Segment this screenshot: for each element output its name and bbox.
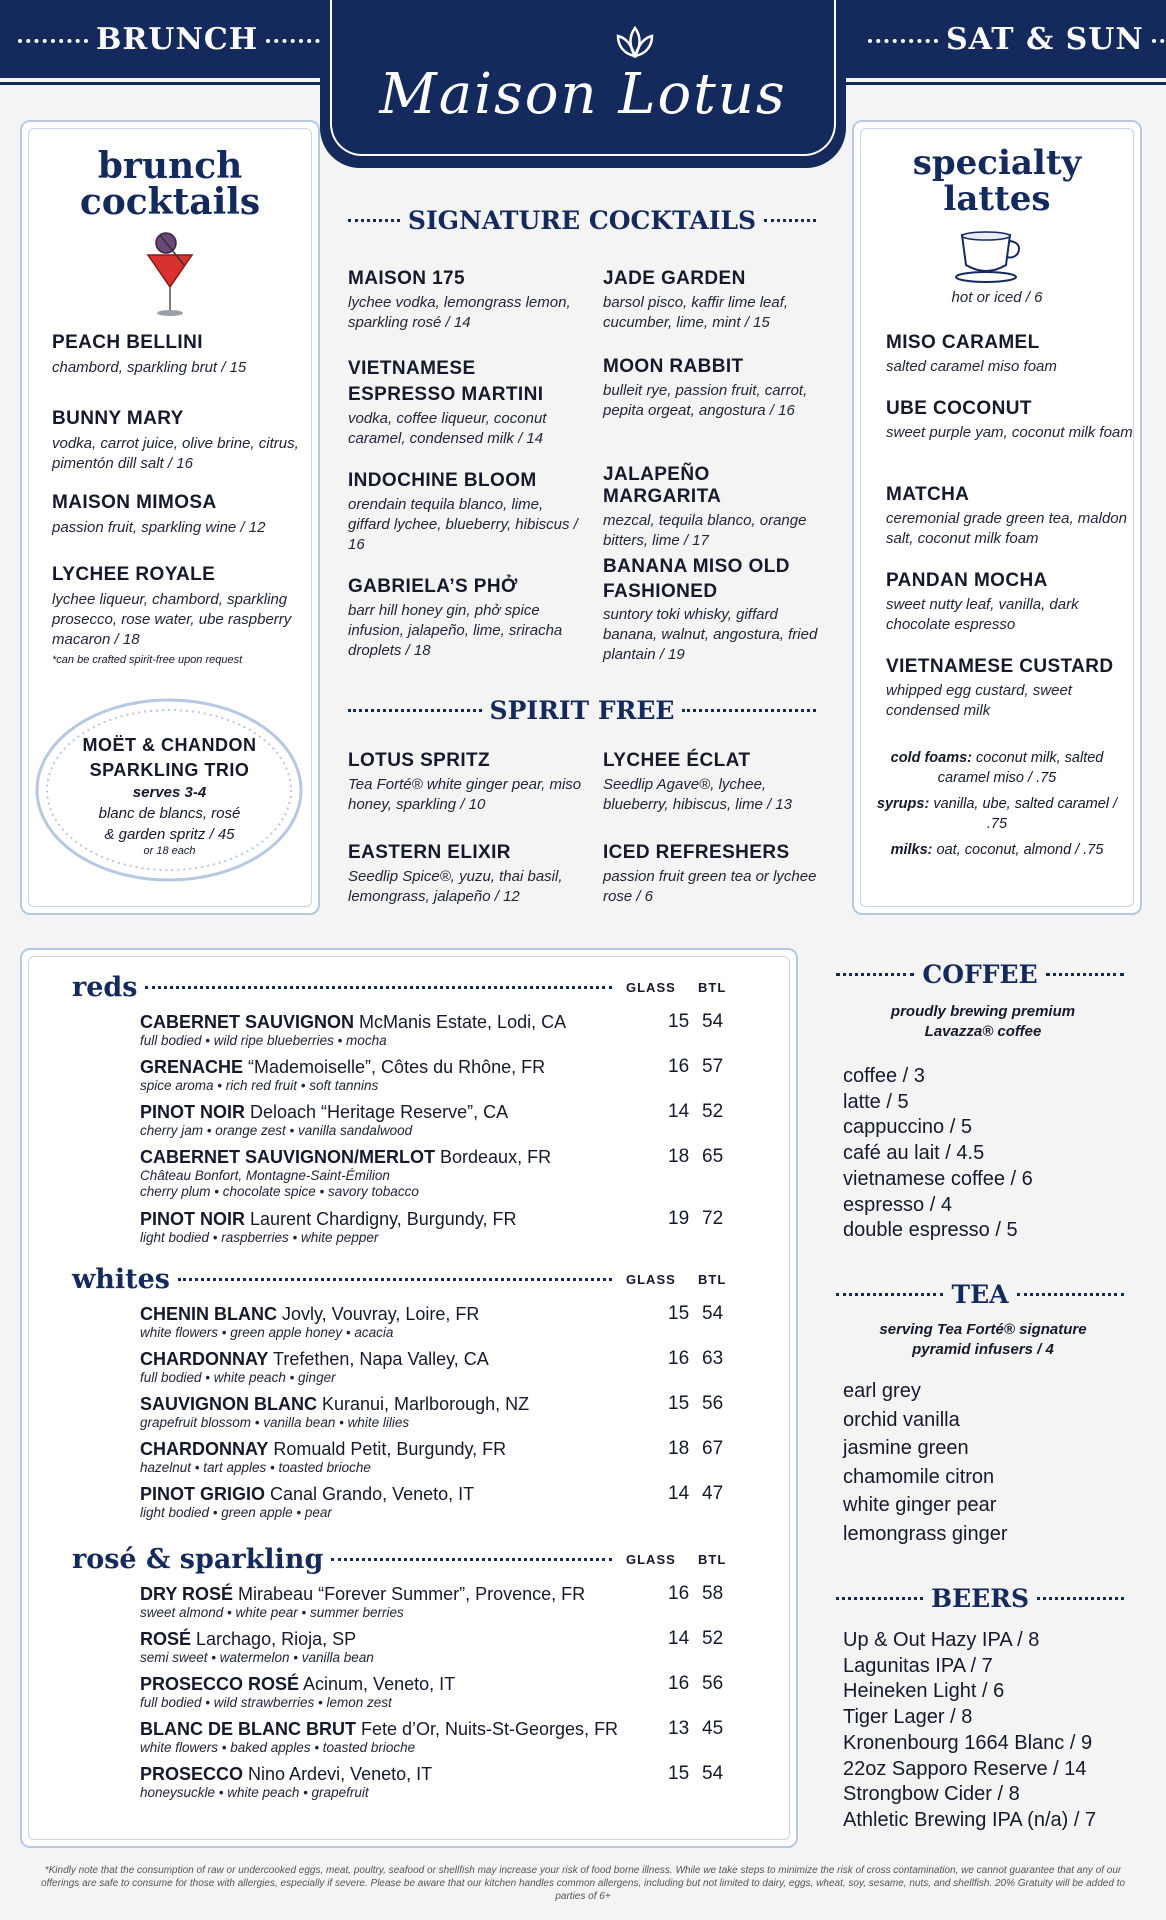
spirit-free-item: LOTUS SPRITZ Tea Forté® white ginger pear, miso honey, sparkling / 10 (348, 750, 582, 813)
signature-item: JADE GARDEN barsol pisco, kaffir lime leaf, cucumber, lime, mint / 15 (603, 268, 789, 331)
beer-item: Strongbow Cider / 8 (843, 1783, 1020, 1806)
bottle-price: 57 (702, 1056, 724, 1077)
glass-column-header: GLASS (626, 1272, 676, 1287)
bottle-price: 63 (702, 1348, 724, 1369)
brunch-item: LYCHEE ROYALE lychee liqueur, chambord, sparkling prosecco, rose water, ube raspberry macaron / 18 (52, 564, 292, 648)
brunch-item: MAISON MIMOSA passion fruit, sparkling wine / 12 (52, 492, 266, 536)
wine-row: SAUVIGNON BLANC Kuranui, Marlborough, NZ grapefruit blossom • vanilla bean • white lilies (140, 1394, 530, 1430)
latte-item: UBE COCONUT sweet purple yam, coconut milk foam (886, 398, 1133, 441)
coffee-item: café au lait / 4.5 (843, 1142, 985, 1165)
bottle-price: 56 (702, 1393, 724, 1414)
addon-milks: milks: oat, coconut, almond / .75 (890, 842, 1104, 858)
signature-item: JALAPEÑO MARGARITA mezcal, tequila blanco, orange bitters, lime / 17 (603, 464, 807, 549)
glass-price: 18 (668, 1438, 690, 1459)
lotus-icon (610, 24, 660, 64)
signature-item: BANANA MISO OLD FASHIONED suntory toki whisky, giffard banana, walnut, angostura, fried plantain / 19 (603, 556, 818, 663)
brunch-item: PEACH BELLINI chambord, sparkling brut / 15 (52, 332, 247, 376)
coffee-item: cappuccino / 5 (843, 1116, 972, 1139)
bottle-price: 52 (702, 1101, 724, 1122)
tea-list (843, 1377, 1133, 1549)
signature-left-column (348, 268, 588, 661)
tea-item: lemongrass ginger (843, 1522, 1008, 1545)
spirit-free-item: ICED REFRESHERS passion fruit green tea or lychee rose / 6 (603, 842, 817, 905)
tea-item: orchid vanilla (843, 1408, 960, 1431)
wine-row: PINOT GRIGIO Canal Grando, Veneto, IT light bodied • green apple • pear (140, 1484, 475, 1520)
glass-price: 19 (668, 1208, 690, 1229)
beer-item: 22oz Sapporo Reserve / 14 (843, 1757, 1087, 1780)
wine-row: PINOT NOIR Deloach “Heritage Reserve”, CA cherry jam • orange zest • vanilla sandalwood (140, 1102, 509, 1138)
bottle-column-header: BTL (698, 1272, 727, 1287)
latte-cup-icon (952, 225, 1026, 285)
spirit-free-left-column (348, 750, 588, 907)
signature-item: VIETNAMESE ESPRESSO MARTINI vodka, coffee liqueur, coconut caramel, condensed milk / 14 (348, 358, 547, 447)
beer-item: Tiger Lager / 8 (843, 1706, 973, 1729)
brunch-cocktails-title: brunch cocktails (79, 145, 261, 223)
logo-plate (320, 0, 846, 168)
tea-heading: TEA (836, 1280, 1124, 1309)
brunch-items (52, 332, 312, 666)
spirit-free-item: EASTERN ELIXIR Seedlip Spice®, yuzu, thai basil, lemongrass, jalapeño / 12 (348, 842, 563, 905)
spirit-free-item: LYCHEE ÉCLAT Seedlip Agave®, lychee, blueberry, hibiscus, lime / 13 (603, 750, 792, 813)
bottle-price: 54 (702, 1763, 724, 1784)
wine-row: GRENACHE “Mademoiselle”, Côtes du Rhône, FR spice aroma • rich red fruit • soft tannins (140, 1057, 546, 1093)
tea-item: white ginger pear (843, 1494, 997, 1517)
bottle-price: 54 (702, 1303, 724, 1324)
brunch-item: BUNNY MARY vodka, carrot juice, olive brine, citrus, pimentón dill salt / 16 (52, 408, 299, 472)
tea-subtitle: serving Tea Forté® signature pyramid infusers / 4 (879, 1321, 1087, 1358)
bottle-price: 52 (702, 1628, 724, 1649)
glass-price: 14 (668, 1101, 690, 1122)
wine-row: PINOT NOIR Laurent Chardigny, Burgundy, FR light bodied • raspberries • white pepper (140, 1209, 517, 1245)
glass-price: 16 (668, 1348, 690, 1369)
beer-item: Kronenbourg 1664 Blanc / 9 (843, 1731, 1093, 1754)
wine-section-heading: rosé & sparkling (72, 1544, 612, 1575)
latte-item: MATCHA ceremonial grade green tea, maldon salt, coconut milk foam (886, 484, 1127, 547)
weekend-label: SAT & SUN (860, 22, 1166, 57)
wine-section-heading: whites (72, 1264, 612, 1295)
bottle-column-header: BTL (698, 1552, 727, 1567)
glass-price: 14 (668, 1483, 690, 1504)
wine-row: CHARDONNAY Trefethen, Napa Valley, CA full bodied • white peach • ginger (140, 1349, 489, 1385)
coffee-item: vietnamese coffee / 6 (843, 1167, 1033, 1190)
coffee-subtitle: proudly brewing premium Lavazza® coffee (890, 1003, 1076, 1040)
specialty-lattes-title: specialty lattes (912, 143, 1082, 219)
signature-right-column (603, 268, 833, 665)
glass-column-header: GLASS (626, 1552, 676, 1567)
spirit-free-heading: SPIRIT FREE (348, 696, 816, 725)
bottle-price: 54 (702, 1011, 724, 1032)
bottle-price: 58 (702, 1583, 724, 1604)
bottle-price: 56 (702, 1673, 724, 1694)
latte-item: MISO CARAMEL salted caramel miso foam (886, 332, 1057, 375)
coffee-item: latte / 5 (843, 1090, 909, 1113)
wine-row: ROSÉ Larchago, Rioja, SP semi sweet • watermelon • vanilla bean (140, 1629, 374, 1665)
wine-row: PROSECCO Nino Ardevi, Veneto, IT honeysuckle • white peach • grapefruit (140, 1764, 433, 1800)
signature-item: INDOCHINE BLOOM orendain tequila blanco, lime, giffard lychee, blueberry, hibiscus / 16 (348, 470, 578, 553)
glass-price: 13 (668, 1718, 690, 1739)
beer-list (843, 1628, 1143, 1834)
bottle-price: 65 (702, 1146, 724, 1167)
lattes-items (886, 332, 1136, 721)
beer-item: Lagunitas IPA / 7 (843, 1654, 993, 1677)
signature-cocktails-heading: SIGNATURE COCKTAILS (348, 206, 816, 235)
latte-addons (870, 748, 1124, 860)
coffee-heading: COFFEE (836, 960, 1124, 989)
bottle-price: 47 (702, 1483, 724, 1504)
glass-price: 16 (668, 1056, 690, 1077)
bottle-price: 45 (702, 1718, 724, 1739)
coffee-item: double espresso / 5 (843, 1219, 1018, 1242)
glass-column-header: GLASS (626, 980, 676, 995)
glass-price: 15 (668, 1393, 690, 1414)
glass-price: 14 (668, 1628, 690, 1649)
bottle-column-header: BTL (698, 980, 727, 995)
tea-item: earl grey (843, 1380, 921, 1402)
coffee-list (843, 1064, 1133, 1244)
allergen-disclaimer: *Kindly note that the consumption of raw or undercooked eggs, meat, poultry, seafood or shellfish may increase your risk of food borne illness. While we take steps to minimize the risk of cross contamination, we cannot guarantee that any of our offerings are safe to consume for those with allergies, especially if severe. Please be aware that our kitchen handles common allergens, including but not limited to dairy, eggs, wheat, soy, sesame, nuts, and shellfish. 20% Gratuity will be added to parties of 6+ (40, 1865, 1126, 1902)
trio-badge: MOËT & CHANDON SPARKLING TRIO serves 3-4 blanc de blancs, rosé & garden spritz / 45 or 18 each (82, 735, 257, 857)
lattes-subtitle: hot or iced / 6 (951, 289, 1043, 306)
beer-item: Up & Out Hazy IPA / 8 (843, 1629, 1040, 1651)
beer-item: Athletic Brewing IPA (n/a) / 7 (843, 1808, 1097, 1831)
addon-syrups: syrups: vanilla, ube, salted caramel / .75 (876, 796, 1118, 832)
cocktail-glass-icon (140, 225, 200, 320)
glass-price: 16 (668, 1673, 690, 1694)
wine-row: CHARDONNAY Romuald Petit, Burgundy, FR hazelnut • tart apples • toasted brioche (140, 1439, 507, 1475)
bottle-price: 72 (702, 1208, 724, 1229)
addon-cold-foams: cold foams: coconut milk, salted caramel miso / .75 (890, 750, 1104, 786)
wine-section-heading: reds (72, 972, 612, 1003)
glass-price: 18 (668, 1146, 690, 1167)
latte-item: VIETNAMESE CUSTARD whipped egg custard, sweet condensed milk (886, 656, 1114, 719)
coffee-item: coffee / 3 (843, 1065, 925, 1087)
wine-row: BLANC DE BLANC BRUT Fete d’Or, Nuits-St-Georges, FR white flowers • baked apples • toasted brioche (140, 1719, 619, 1755)
glass-price: 16 (668, 1583, 690, 1604)
tea-item: jasmine green (843, 1437, 969, 1460)
spirit-free-right-column (603, 750, 833, 907)
bottle-price: 67 (702, 1438, 724, 1459)
wine-row: CHENIN BLANC Jovly, Vouvray, Loire, FR white flowers • green apple honey • acacia (140, 1304, 480, 1340)
glass-price: 15 (668, 1763, 690, 1784)
wine-row: PROSECCO ROSÉ Acinum, Veneto, IT full bodied • wild strawberries • lemon zest (140, 1674, 456, 1710)
latte-item: PANDAN MOCHA sweet nutty leaf, vanilla, dark chocolate espresso (886, 570, 1079, 633)
glass-price: 15 (668, 1011, 690, 1032)
wine-row: CABERNET SAUVIGNON/MERLOT Bordeaux, FR Château Bonfort, Montagne-Saint-Émilion cherry plum • chocolate spice • savory tobacco (140, 1147, 552, 1199)
logo-wordmark: Maison Lotus (379, 62, 787, 127)
spirit-free-note: *can be crafted spirit-free upon request (52, 654, 243, 666)
signature-item: MAISON 175 lychee vodka, lemongrass lemon, sparkling rosé / 14 (348, 268, 571, 331)
beers-heading: BEERS (836, 1584, 1124, 1613)
wine-list-panel (20, 948, 798, 1848)
wine-row: CABERNET SAUVIGNON McManis Estate, Lodi, CA full bodied • wild ripe blueberries • mocha (140, 1012, 567, 1048)
coffee-item: espresso / 4 (843, 1193, 952, 1216)
signature-item: MOON RABBIT bulleit rye, passion fruit, carrot, pepita orgeat, angostura / 16 (603, 356, 808, 419)
brunch-label: BRUNCH (10, 22, 344, 57)
tea-item: chamomile citron (843, 1465, 995, 1488)
wine-row: DRY ROSÉ Mirabeau “Forever Summer”, Provence, FR sweet almond • white pear • summer berries (140, 1584, 586, 1620)
signature-item: GABRIELA’S PHỞ barr hill honey gin, phở spice infusion, jalapeño, lime, sriracha droplets / 18 (348, 576, 563, 659)
glass-price: 15 (668, 1303, 690, 1324)
beer-item: Heineken Light / 6 (843, 1680, 1005, 1703)
